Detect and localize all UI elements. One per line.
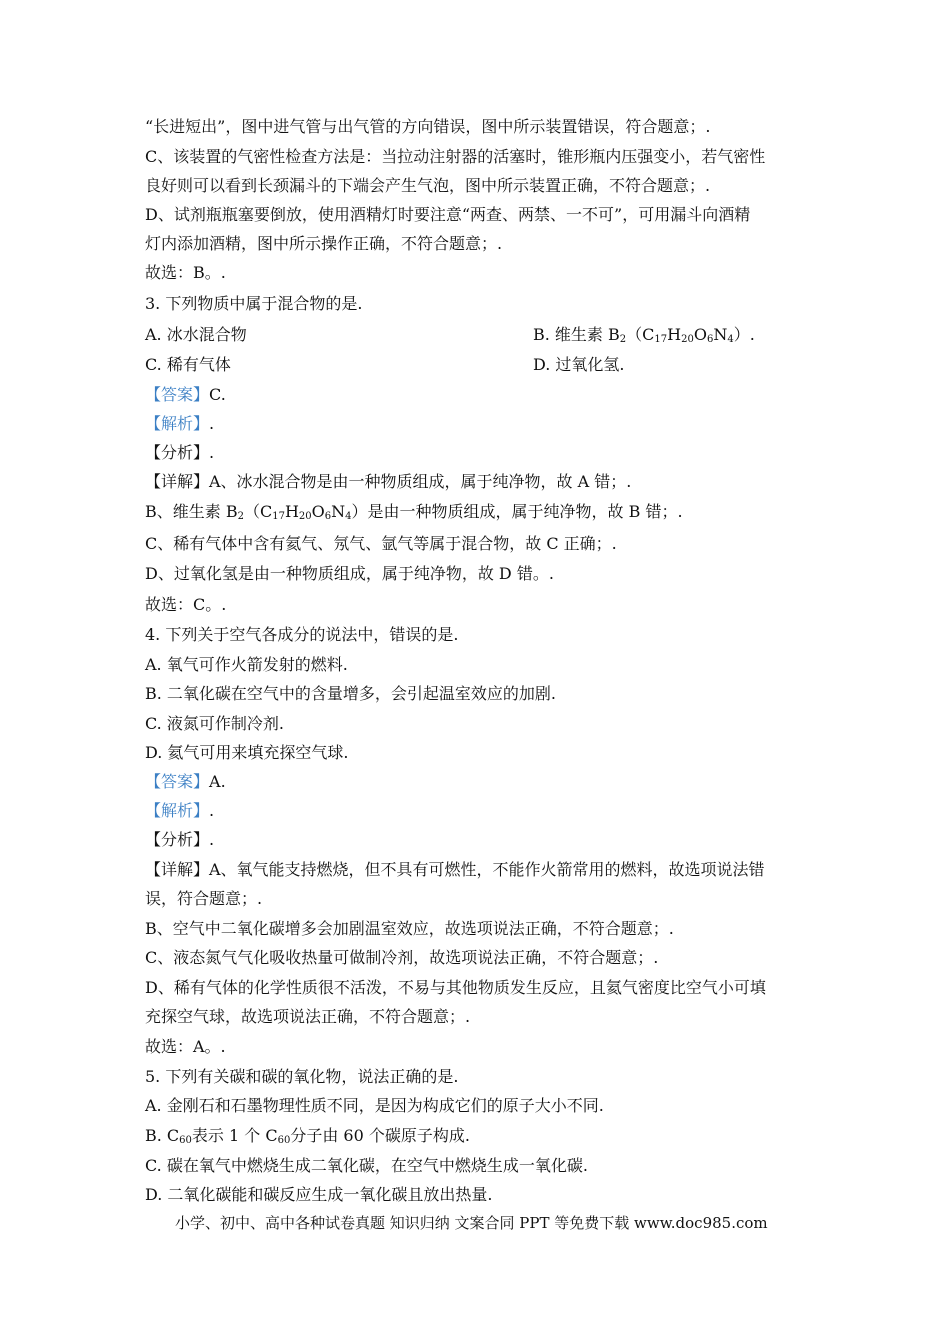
q4-choose: 故选：A。. xyxy=(145,1037,226,1056)
q4-detail: 【详解】A、氧气能支持燃烧，但不具有可燃性，不能作火箭常用的燃料，故选项说法错 xyxy=(145,860,765,879)
q4-detail: B、空气中二氧化碳增多会加剧温室效应，故选项说法正确，不符合题意；. xyxy=(145,919,674,938)
q4-fenxi: 【分析】. xyxy=(145,830,215,849)
q4-analysis: 【解析】. xyxy=(145,801,215,820)
q4-answer: 【答案】A. xyxy=(145,772,226,791)
text-line: “长进短出”，图中进气管与出气管的方向错误，图中所示装置错误，符合题意；. xyxy=(145,117,711,136)
question-4-stem: 4. 下列关于空气各成分的说法中，错误的是. xyxy=(145,625,459,644)
question-5-stem: 5. 下列有关碳和碳的氧化物，说法正确的是. xyxy=(145,1067,459,1086)
q4-option-a: A. 氧气可作火箭发射的燃料. xyxy=(145,655,348,674)
text-line: 故选：B。. xyxy=(145,263,226,282)
q3-option-a: A. 冰水混合物 xyxy=(145,325,247,344)
q3-option-d: D. 过氧化氢. xyxy=(533,355,625,374)
q3-detail: B、维生素 $B_2(C_{17}H_{20}O_6N_4)$是由一种物质组成，属于纯净物，故 B 错；. xyxy=(145,502,683,522)
q3-analysis: 【解析】. xyxy=(145,414,215,433)
text-line: C、该装置的气密性检查方法是：当拉动注射器的活塞时，锥形瓶内压强变小，若气密性 xyxy=(145,147,766,166)
q5-option-c: C. 碳在氧气中燃烧生成二氧化碳，在空气中燃烧生成一氧化碳. xyxy=(145,1156,588,1175)
text-line: 灯内添加酒精，图中所示操作正确，不符合题意；. xyxy=(145,234,503,253)
q3-option-c: C. 稀有气体 xyxy=(145,355,231,374)
q5-option-d: D. 二氧化碳能和碳反应生成一氧化碳且放出热量. xyxy=(145,1185,493,1204)
q4-detail: 充探空气球，故选项说法正确，不符合题意；. xyxy=(145,1007,471,1026)
q3-detail: C、稀有气体中含有氦气、氖气、氩气等属于混合物，故 C 正确；. xyxy=(145,534,617,553)
q3-fenxi: 【分析】. xyxy=(145,443,215,462)
page-footer: 小学、初中、高中各种试卷真题 知识归纳 文案合同 PPT 等免费下载 www.doc985.com xyxy=(175,1214,768,1232)
q4-detail: D、稀有气体的化学性质很不活泼，不易与其他物质发生反应，且氦气密度比空气小可填 xyxy=(145,978,766,997)
q4-detail: 误，符合题意；. xyxy=(145,889,263,908)
q3-option-b: B. 维生素 $B_2(C_{17}H_{20}O_6N_4)$. xyxy=(533,325,755,345)
text-line: 良好则可以看到长颈漏斗的下端会产生气泡，图中所示装置正确，不符合题意；. xyxy=(145,176,711,195)
q5-option-a: A. 金刚石和石墨物理性质不同，是因为构成它们的原子大小不同. xyxy=(145,1096,604,1115)
q4-option-c: C. 液氮可作制冷剂. xyxy=(145,714,284,733)
q3-detail: D、过氧化氢是由一种物质组成，属于纯净物，故 D 错。. xyxy=(145,564,554,583)
q4-option-b: B. 二氧化碳在空气中的含量增多，会引起温室效应的加剧. xyxy=(145,684,557,703)
q3-answer: 【答案】C. xyxy=(145,385,226,404)
q3-choose: 故选：C。. xyxy=(145,595,227,614)
text-line: D、试剂瓶瓶塞要倒放，使用酒精灯时要注意“两查、两禁、一不可”，可用漏斗向酒精 xyxy=(145,205,751,224)
question-3-stem: 3. 下列物质中属于混合物的是. xyxy=(145,294,363,313)
q4-option-d: D. 氦气可用来填充探空气球. xyxy=(145,743,349,762)
q4-detail: C、液态氮气气化吸收热量可做制冷剂，故选项说法正确，不符合题意；. xyxy=(145,948,659,967)
q5-option-b: B. $C_{60}$表示 1 个 $C_{60}$分子由 60 个碳原子构成. xyxy=(145,1126,470,1146)
q3-detail: 【详解】A、冰水混合物是由一种物质组成，属于纯净物，故 A 错；. xyxy=(145,472,632,491)
